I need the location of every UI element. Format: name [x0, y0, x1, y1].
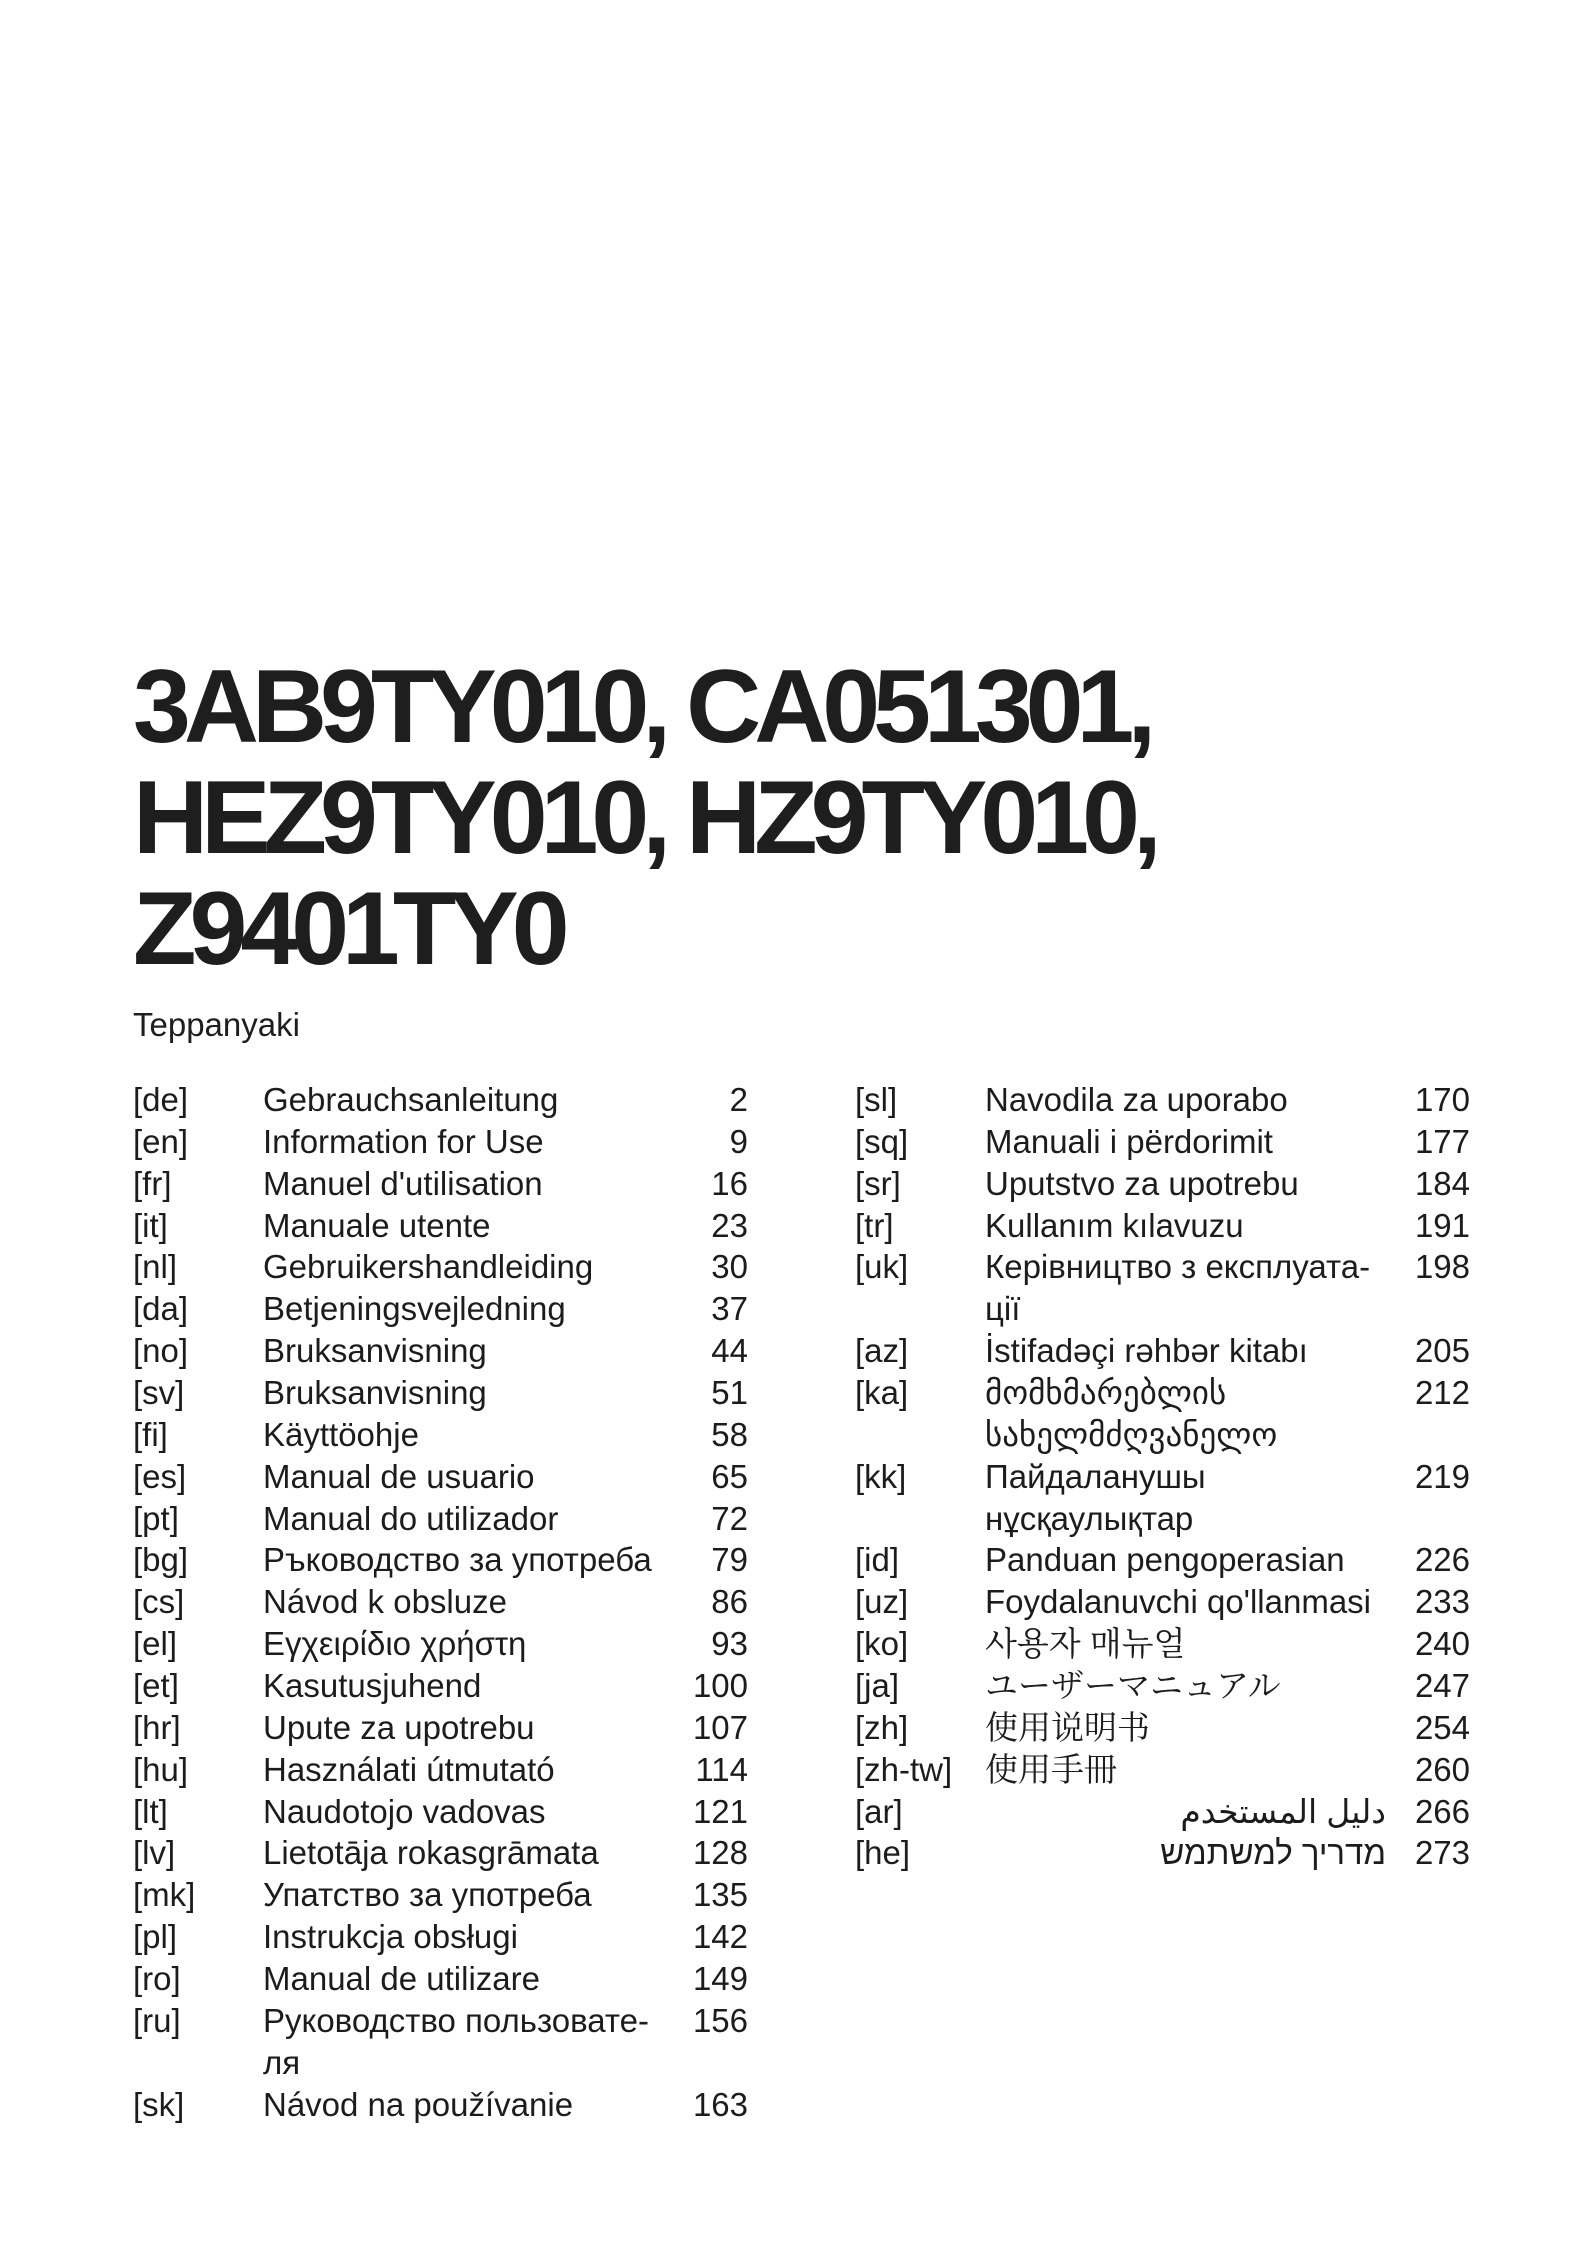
manual-title: Kullanım kılavuzu — [985, 1206, 1244, 1244]
page-number: 114 — [695, 1750, 748, 1788]
page-number: 16 — [711, 1164, 748, 1202]
language-code: [cs] — [133, 1583, 185, 1621]
language-code: [pt] — [133, 1499, 179, 1537]
page-number: 198 — [1414, 1248, 1470, 1286]
page-number: 273 — [1414, 1834, 1470, 1872]
manual-title: מדריך למשתמש — [1160, 1834, 1386, 1872]
toc-entry — [133, 1414, 748, 1456]
toc-entry — [133, 1456, 748, 1498]
manual-title: ユーザーマニュアル — [985, 1667, 1281, 1705]
title-line: Z9401TY0 — [133, 871, 563, 987]
manual-title: Bruksanvisning — [263, 1332, 487, 1370]
page-number: 58 — [711, 1415, 748, 1453]
toc-entry — [133, 1288, 748, 1330]
language-code: [it] — [133, 1206, 168, 1244]
toc-entry — [855, 1079, 1470, 1121]
page-number: 191 — [1414, 1206, 1470, 1244]
title-line: HEZ9TY010, HZ9TY010, — [133, 760, 1155, 876]
page-number: 219 — [1414, 1457, 1470, 1495]
language-code: [bg] — [133, 1541, 189, 1579]
language-code: [sr] — [855, 1164, 901, 1202]
page-number: 93 — [711, 1625, 748, 1663]
toc-entry — [133, 1749, 748, 1791]
page-number: 51 — [711, 1374, 748, 1412]
page-number: 247 — [1414, 1667, 1470, 1705]
manual-title: Упатство за употреба — [263, 1876, 592, 1914]
toc-entry — [133, 1791, 748, 1833]
language-code: [sv] — [133, 1374, 185, 1412]
toc-entry — [133, 1874, 748, 1916]
manual-title: 使用手冊 — [985, 1750, 1117, 1788]
manual-title: Navodila za uporabo — [985, 1081, 1288, 1118]
toc-entry — [855, 1539, 1470, 1581]
language-code: [id] — [855, 1541, 900, 1579]
toc-entry — [133, 1079, 748, 1121]
toc-entry — [855, 1832, 1470, 1874]
language-code: [lt] — [133, 1792, 168, 1830]
language-code: [zh-tw] — [855, 1750, 953, 1788]
language-code: [el] — [133, 1625, 178, 1663]
language-code: [hr] — [133, 1708, 181, 1746]
language-code: [sq] — [855, 1122, 909, 1160]
toc-entry — [133, 1623, 748, 1665]
manual-title: Пайдаланушы нұсқаулықтар — [985, 1457, 1206, 1537]
manual-title: Instrukcja obsługi — [263, 1918, 518, 1956]
manual-title: Manual do utilizador — [263, 1499, 559, 1537]
language-code: [mk] — [133, 1876, 196, 1914]
language-code: [uk] — [855, 1248, 909, 1286]
manual-title: Kasutusjuhend — [263, 1667, 482, 1705]
toc-entry — [855, 1665, 1470, 1707]
toc-entry — [133, 1372, 748, 1414]
language-code: [ro] — [133, 1960, 181, 1998]
language-code: [fr] — [133, 1164, 172, 1202]
language-code: [pl] — [133, 1918, 178, 1956]
manual-title: 使用说明书 — [985, 1708, 1150, 1746]
language-code: [hu] — [133, 1750, 189, 1788]
manual-title: Használati útmutató — [263, 1750, 555, 1788]
language-code: [de] — [133, 1081, 189, 1118]
page-number: 72 — [711, 1499, 748, 1537]
manual-title: Lietotāja rokasgrāmata — [263, 1834, 599, 1872]
product-subtitle: Teppanyaki — [133, 1006, 300, 1043]
title-line: 3AB9TY010, CA051301, — [133, 649, 1150, 765]
manual-title: Керівництво з експлуата- ції — [985, 1248, 1371, 1328]
page-number: 23 — [711, 1206, 748, 1244]
page-number: 65 — [711, 1457, 748, 1495]
toc-entry — [855, 1163, 1470, 1205]
language-code: [zh] — [855, 1708, 909, 1746]
manual-title: Betjeningsvejledning — [263, 1290, 566, 1328]
page-number: 170 — [1414, 1081, 1470, 1118]
toc-entry — [133, 1707, 748, 1749]
language-code: [ka] — [855, 1374, 909, 1412]
manual-title: Manuale utente — [263, 1206, 491, 1244]
page-number: 100 — [692, 1667, 748, 1705]
toc-entry — [855, 1205, 1470, 1247]
toc-entry — [855, 1623, 1470, 1665]
toc-entry — [133, 1916, 748, 1958]
toc-entry — [133, 1121, 748, 1163]
page-number: 142 — [692, 1918, 748, 1956]
language-code: [nl] — [133, 1248, 178, 1286]
page-number: 212 — [1414, 1374, 1470, 1412]
toc-entry — [133, 1539, 748, 1581]
toc-entry — [133, 1163, 748, 1205]
page-number: 240 — [1414, 1625, 1470, 1663]
language-code: [no] — [133, 1332, 189, 1370]
language-code: [sl] — [855, 1081, 898, 1118]
manual-title: Foydalanuvchi qo'llanmasi — [985, 1583, 1372, 1621]
toc-entry — [133, 1581, 748, 1623]
language-code: [ar] — [855, 1792, 903, 1830]
manual-title: Εγχειρίδιο χρήστη — [263, 1625, 527, 1663]
toc-entry — [855, 1456, 1470, 1540]
toc-entry — [855, 1707, 1470, 1749]
manual-title: İstifadəçi rəhbər kitabı — [985, 1332, 1308, 1370]
table-of-contents-left-column — [133, 1079, 748, 2125]
language-code: [az] — [855, 1332, 909, 1370]
language-code: [et] — [133, 1667, 179, 1705]
manual-title: Upute za upotrebu — [263, 1708, 535, 1746]
manual-title: Manual de usuario — [263, 1457, 535, 1495]
page-number: 254 — [1414, 1708, 1470, 1746]
language-code: [sk] — [133, 2085, 185, 2123]
page-number: 86 — [711, 1583, 748, 1621]
page-number: 149 — [692, 1960, 748, 1998]
page-number: 156 — [692, 2001, 748, 2039]
language-code: [lv] — [133, 1834, 176, 1872]
toc-entry — [133, 1330, 748, 1372]
toc-entry — [133, 1665, 748, 1707]
page-number: 233 — [1414, 1583, 1470, 1621]
language-code: [es] — [133, 1457, 187, 1495]
manual-title: მომხმარებლის სახელმძღვანელო — [985, 1374, 1278, 1453]
manual-title: Manual de utilizare — [263, 1960, 540, 1998]
document-title — [133, 649, 1155, 987]
toc-entry — [133, 2000, 748, 2084]
toc-entry — [133, 1958, 748, 2000]
page-number: 128 — [692, 1834, 748, 1872]
language-code: [kk] — [855, 1457, 907, 1495]
page-number: 177 — [1414, 1122, 1470, 1160]
language-code: [en] — [133, 1122, 189, 1160]
toc-entry — [855, 1749, 1470, 1791]
language-code: [ru] — [133, 2001, 181, 2039]
page-number: 226 — [1414, 1541, 1470, 1579]
manual-title: Gebrauchsanleitung — [263, 1081, 559, 1118]
page-number: 163 — [692, 2085, 748, 2123]
manual-title: دليل المستخدم — [1180, 1792, 1386, 1830]
manual-title: Naudotojo vadovas — [263, 1792, 546, 1830]
toc-entry — [133, 1498, 748, 1540]
manual-title: Information for Use — [263, 1122, 544, 1160]
toc-entry — [855, 1121, 1470, 1163]
page-number: 205 — [1414, 1332, 1470, 1370]
toc-entry — [855, 1246, 1470, 1330]
manual-title: Manuali i përdorimit — [985, 1122, 1273, 1160]
manual-title: Ръководство за употреба — [263, 1541, 652, 1579]
language-code: [ko] — [855, 1625, 909, 1663]
language-code: [da] — [133, 1290, 189, 1328]
page-number: 135 — [692, 1876, 748, 1914]
manual-title: Návod na používanie — [263, 2085, 574, 2123]
page-number: 37 — [711, 1290, 748, 1328]
manual-title: Gebruikershandleiding — [263, 1248, 594, 1286]
table-of-contents-right-column — [855, 1079, 1470, 1874]
toc-entry — [855, 1330, 1470, 1372]
toc-entry — [133, 2084, 748, 2126]
language-code: [uz] — [855, 1583, 909, 1621]
page-number: 79 — [711, 1541, 748, 1579]
page-number: 121 — [692, 1792, 748, 1830]
page-number: 44 — [711, 1332, 748, 1370]
toc-entry — [855, 1791, 1470, 1833]
toc-entry — [855, 1372, 1470, 1456]
manual-title: Käyttöohje — [263, 1415, 419, 1453]
language-code: [he] — [855, 1834, 911, 1872]
language-code: [ja] — [855, 1667, 900, 1705]
toc-entry — [855, 1581, 1470, 1623]
page-number: 184 — [1414, 1164, 1470, 1202]
manual-title: Руководство пользовате- ля — [263, 2001, 649, 2081]
page-number: 260 — [1414, 1750, 1470, 1788]
page-number: 107 — [692, 1708, 748, 1746]
toc-entry — [133, 1205, 748, 1247]
toc-entry — [133, 1832, 748, 1874]
manual-title: Panduan pengoperasian — [985, 1541, 1345, 1579]
page-number: 2 — [729, 1081, 748, 1118]
language-code: [tr] — [855, 1206, 894, 1244]
manual-title: Manuel d'utilisation — [263, 1164, 543, 1202]
toc-entry — [133, 1246, 748, 1288]
manual-title: Uputstvo za upotrebu — [985, 1164, 1299, 1202]
language-code: [fi] — [133, 1415, 168, 1453]
page-number: 9 — [729, 1122, 748, 1160]
page-number: 30 — [711, 1248, 748, 1286]
page-number: 266 — [1414, 1792, 1470, 1830]
manual-title: 사용자 매뉴얼 — [985, 1625, 1186, 1663]
manual-title: Návod k obsluze — [263, 1583, 507, 1621]
manual-title: Bruksanvisning — [263, 1374, 487, 1412]
